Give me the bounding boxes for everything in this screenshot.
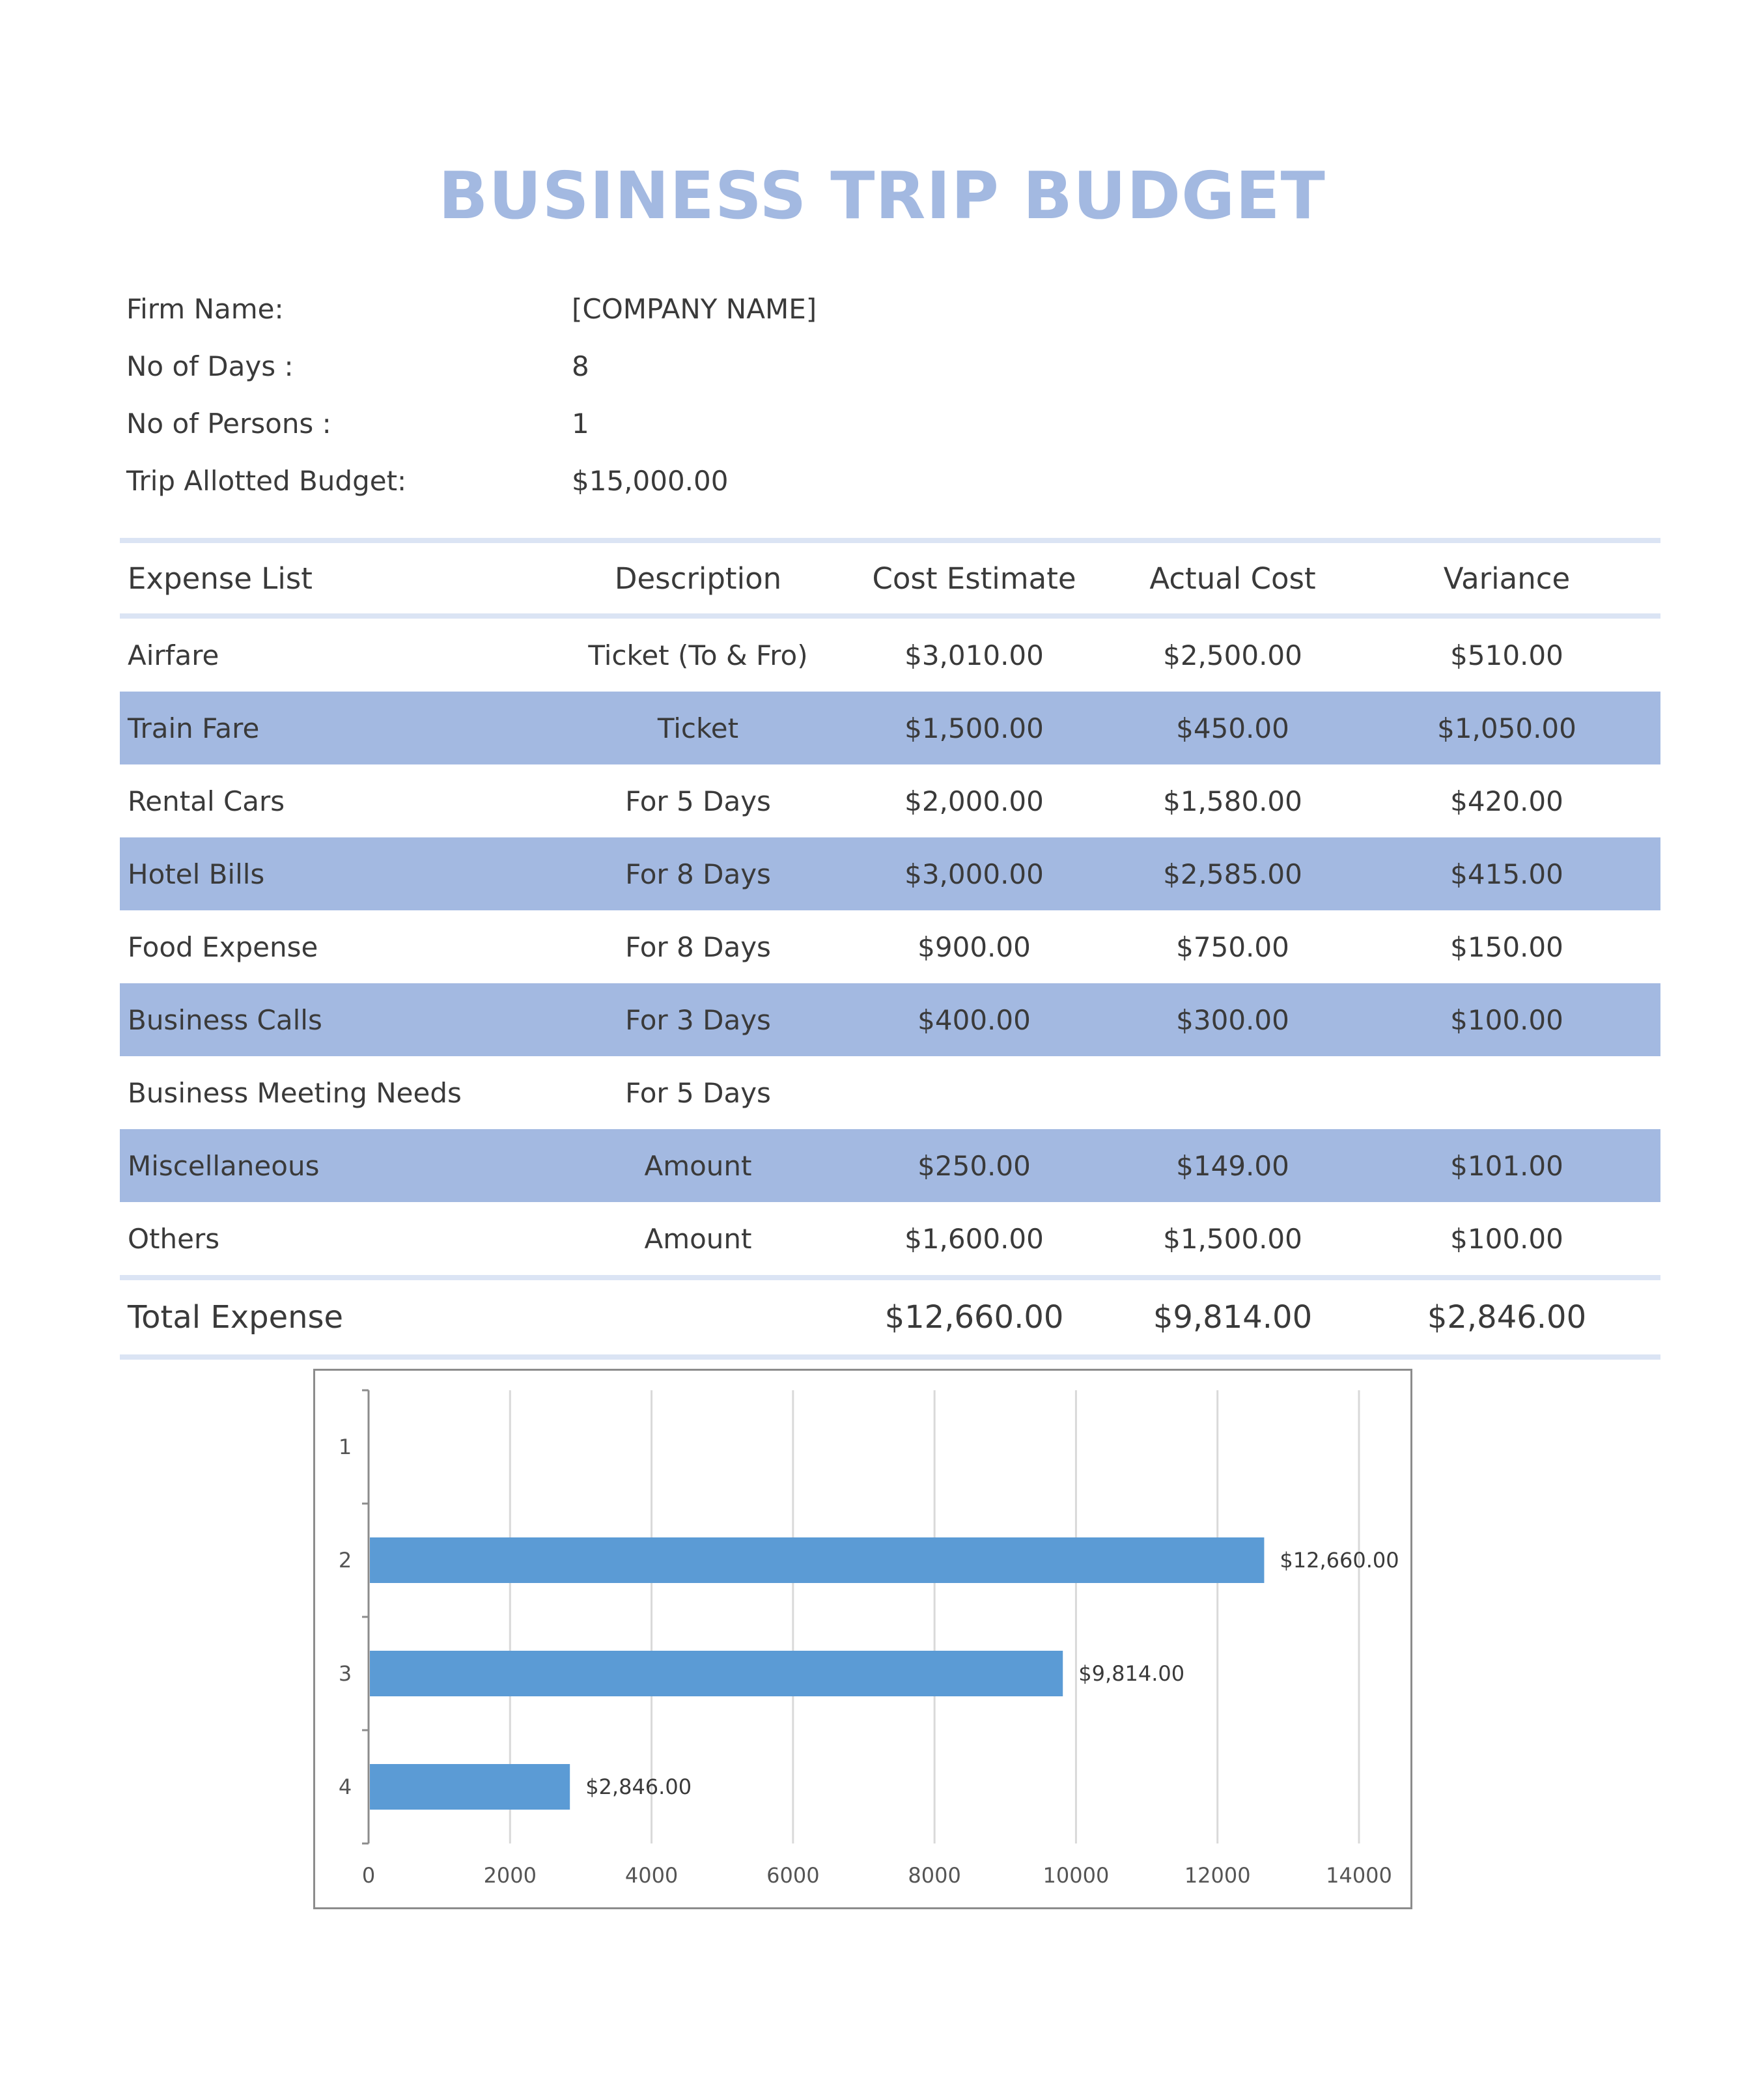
- bar-data-label: $12,660.00: [1280, 1548, 1399, 1573]
- header-variance: Variance: [1443, 561, 1571, 596]
- cell-description: Amount: [644, 1149, 752, 1182]
- cell-expense: Business Calls: [128, 1003, 322, 1036]
- cell-expense: Business Meeting Needs: [128, 1076, 462, 1109]
- cell-expense: Hotel Bills: [128, 858, 265, 890]
- cell-variance: $100.00: [1450, 1222, 1563, 1255]
- info-row-days: [126, 337, 817, 395]
- expense-bar-chart: [313, 1369, 1412, 1909]
- info-value: $15,000.00: [572, 464, 729, 497]
- cell-actual-cost: $149.00: [1176, 1149, 1289, 1182]
- cell-actual-cost: $450.00: [1176, 712, 1289, 744]
- y-tick-label: 2: [338, 1548, 352, 1573]
- cell-cost-estimate: $3,000.00: [904, 858, 1044, 890]
- info-label: Firm Name:: [126, 292, 284, 325]
- y-tick-label: 1: [338, 1435, 352, 1459]
- table-row: [120, 983, 1660, 1056]
- cell-actual-cost: $1,500.00: [1163, 1222, 1302, 1255]
- x-tick-label: 0: [361, 1863, 376, 1888]
- total-label: Total Expense: [128, 1299, 344, 1336]
- header-description: Description: [614, 561, 782, 596]
- cell-actual-cost: $1,580.00: [1163, 785, 1302, 817]
- x-tick-label: 2000: [483, 1863, 537, 1888]
- bar: [370, 1537, 1264, 1583]
- cell-variance: $415.00: [1450, 858, 1563, 890]
- table-row: [120, 619, 1660, 692]
- table-top-rule: [120, 538, 1660, 543]
- expense-table: [120, 538, 1660, 1360]
- cell-description: Amount: [644, 1222, 752, 1255]
- cell-actual-cost: $2,500.00: [1163, 639, 1302, 671]
- header-cost-estimate: Cost Estimate: [872, 561, 1076, 596]
- bar-data-label: $2,846.00: [585, 1774, 692, 1799]
- table-row: [120, 1056, 1660, 1129]
- table-bottom-rule: [120, 1354, 1660, 1360]
- cell-actual-cost: $300.00: [1176, 1003, 1289, 1036]
- cell-variance: $510.00: [1450, 639, 1563, 671]
- cell-variance: $101.00: [1450, 1149, 1563, 1182]
- cell-expense: Train Fare: [128, 712, 260, 744]
- total-top-rule: [120, 1275, 1660, 1280]
- cell-description: For 8 Days: [625, 931, 771, 963]
- cell-expense: Airfare: [128, 639, 219, 671]
- table-row: [120, 837, 1660, 910]
- info-value: [COMPANY NAME]: [572, 292, 817, 325]
- cell-cost-estimate: $1,500.00: [904, 712, 1044, 744]
- table-row: [120, 692, 1660, 764]
- info-value: 8: [572, 350, 589, 382]
- chart-svg: [315, 1371, 1410, 1907]
- total-cost-estimate: $12,660.00: [884, 1299, 1064, 1336]
- bar-data-label: $9,814.00: [1078, 1661, 1185, 1686]
- x-tick-label: 12000: [1184, 1863, 1251, 1888]
- info-row-budget: [126, 452, 817, 509]
- y-tick-label: 4: [338, 1774, 352, 1799]
- total-actual-cost: $9,814.00: [1153, 1299, 1313, 1336]
- x-tick-label: 6000: [766, 1863, 820, 1888]
- cell-variance: $1,050.00: [1437, 712, 1576, 744]
- table-header-row: [120, 543, 1660, 613]
- info-value: 1: [572, 407, 589, 440]
- info-row-persons: [126, 395, 817, 452]
- cell-variance: $420.00: [1450, 785, 1563, 817]
- info-label: Trip Allotted Budget:: [126, 464, 407, 497]
- trip-info: [126, 280, 817, 509]
- cell-variance: $150.00: [1450, 931, 1563, 963]
- cell-description: For 8 Days: [625, 858, 771, 890]
- cell-expense: Food Expense: [128, 931, 318, 963]
- cell-cost-estimate: $900.00: [917, 931, 1031, 963]
- info-row-firm-name: [126, 280, 817, 337]
- cell-variance: $100.00: [1450, 1003, 1563, 1036]
- cell-cost-estimate: $2,000.00: [904, 785, 1044, 817]
- info-label: No of Persons :: [126, 407, 331, 440]
- x-tick-label: 10000: [1043, 1863, 1110, 1888]
- cell-description: For 3 Days: [625, 1003, 771, 1036]
- x-tick-label: 4000: [624, 1863, 679, 1888]
- total-variance: $2,846.00: [1427, 1299, 1587, 1336]
- y-tick-label: 3: [338, 1661, 352, 1686]
- cell-expense: Rental Cars: [128, 785, 285, 817]
- cell-expense: Miscellaneous: [128, 1149, 320, 1182]
- header-actual-cost: Actual Cost: [1149, 561, 1316, 596]
- cell-description: Ticket (To & Fro): [588, 639, 808, 671]
- cell-description: For 5 Days: [625, 785, 771, 817]
- page-title: BUSINESS TRIP BUDGET: [438, 158, 1326, 234]
- x-tick-label: 8000: [908, 1863, 961, 1888]
- bar: [370, 1651, 1063, 1696]
- header-expense-list: Expense List: [128, 561, 313, 596]
- cell-description: Ticket: [657, 712, 739, 744]
- info-label: No of Days :: [126, 350, 294, 382]
- header-rule: [120, 613, 1660, 619]
- cell-cost-estimate: $250.00: [917, 1149, 1031, 1182]
- table-row: [120, 764, 1660, 837]
- cell-actual-cost: $750.00: [1176, 931, 1289, 963]
- cell-expense: Others: [128, 1222, 220, 1255]
- table-row: [120, 1202, 1660, 1275]
- total-row: [120, 1280, 1660, 1354]
- cell-cost-estimate: $400.00: [917, 1003, 1031, 1036]
- cell-cost-estimate: $3,010.00: [904, 639, 1044, 671]
- table-row: [120, 1129, 1660, 1202]
- bar: [370, 1764, 570, 1810]
- cell-actual-cost: $2,585.00: [1163, 858, 1302, 890]
- cell-cost-estimate: $1,600.00: [904, 1222, 1044, 1255]
- x-tick-label: 14000: [1326, 1863, 1392, 1888]
- cell-description: For 5 Days: [625, 1076, 771, 1109]
- table-row: [120, 910, 1660, 983]
